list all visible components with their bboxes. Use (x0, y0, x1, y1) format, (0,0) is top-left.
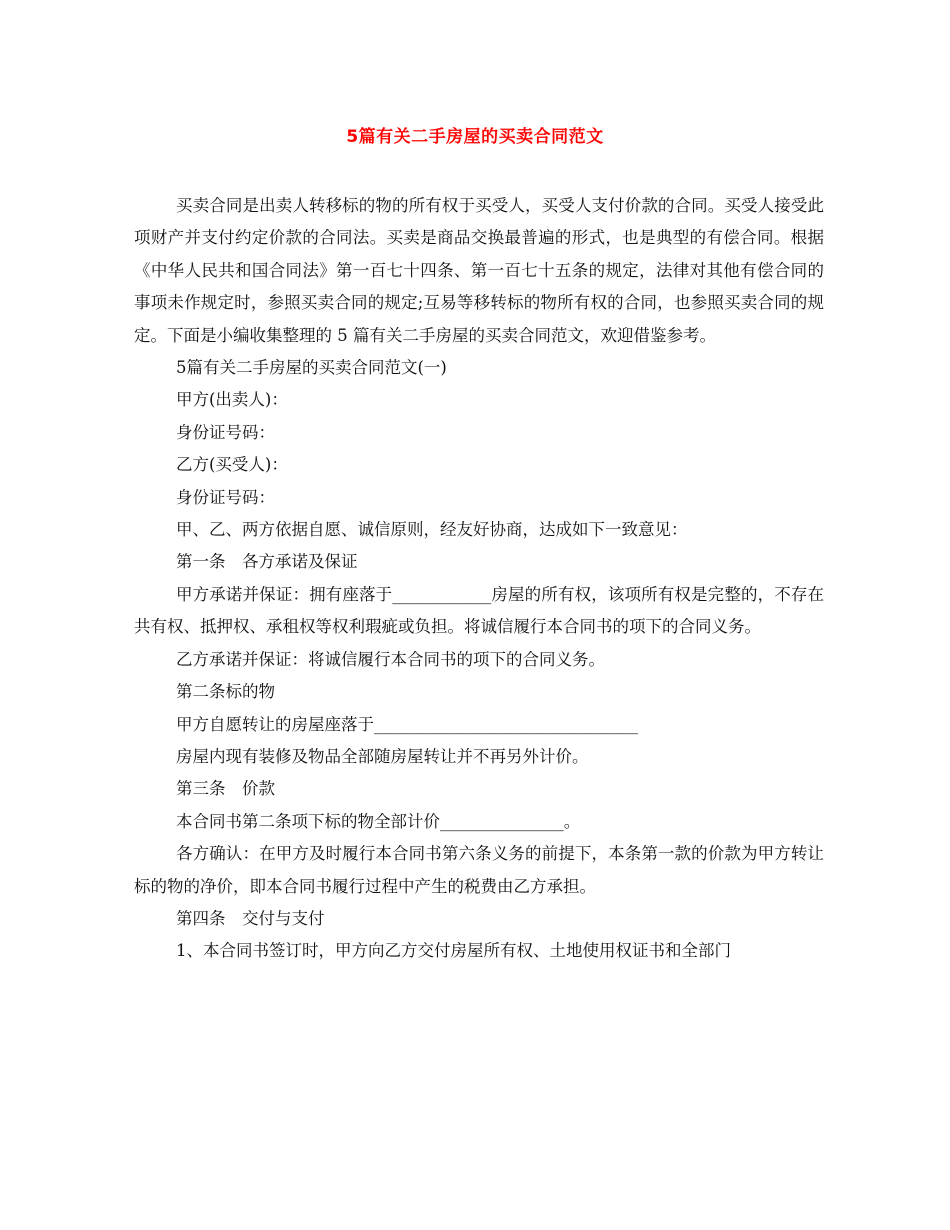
delivery-clause-1: 1、本合同书签订时，甲方向乙方交付房屋所有权、土地使用权证书和全部门 (176, 941, 731, 961)
article-1-heading: 第一条 各方承诺及保证 (176, 552, 358, 572)
party-a-label: 甲方(出卖人)： (176, 390, 288, 410)
article-4-heading: 第四条 交付与支付 (176, 908, 325, 928)
agreement-statement: 甲、乙、两方依据自愿、诚信原则，经友好协商，达成如下一致意见： (176, 520, 688, 540)
party-b-id-label: 身份证号码： (176, 487, 275, 507)
party-b-label: 乙方(买受人)： (176, 455, 288, 475)
article-2-heading: 第二条标的物 (176, 682, 275, 702)
property-fixtures: 房屋内现有装修及物品全部随房屋转让并不再另外计价。 (176, 746, 589, 766)
party-a-guarantee: 甲方承诺并保证：拥有座落于____________房屋的所有权，该项所有权是完整的，不存在共有权、抵押权、承租权等权利瑕疵或负担。将诚信履行本合同书的项下的合同义务。 (134, 584, 824, 637)
article-3-heading: 第三条 价款 (176, 779, 275, 799)
price-clause: 本合同书第二条项下标的物全部计价_______________。 (176, 811, 581, 831)
section-heading: 5篇有关二手房屋的买卖合同范文(一) (176, 358, 447, 378)
party-a-id-label: 身份证号码： (176, 422, 275, 442)
document-title: 5篇有关二手房屋的买卖合同范文 (346, 127, 604, 147)
document-body (134, 190, 824, 968)
party-b-guarantee: 乙方承诺并保证：将诚信履行本合同书的项下的合同义务。 (176, 649, 605, 669)
intro-paragraph: 买卖合同是出卖人转移标的物的所有权于买受人，买受人支付价款的合同。买受人接受此项财产并支付约定价款的合同法。买卖是商品交换最普遍的形式，也是典型的有偿合同。根据《中华人民共和国合同法》第一百七十四条、第一百七十五条的规定，法律对其他有偿合同的事项未作规定时，参照买卖合同的规定;互易等移转标的物所有权的合同，也参照买卖合同的规定。下面是小编收集整理的 5 篇有关二手房屋的买卖合同范文，欢迎借鉴参考。 (134, 196, 824, 345)
price-confirmation: 各方确认：在甲方及时履行本合同书第六条义务的前提下，本条第一款的价款为甲方转让标的物的净价，即本合同书履行过程中产生的税费由乙方承担。 (134, 844, 824, 896)
property-location: 甲方自愿转让的房屋座落于________________________________ (176, 714, 638, 734)
